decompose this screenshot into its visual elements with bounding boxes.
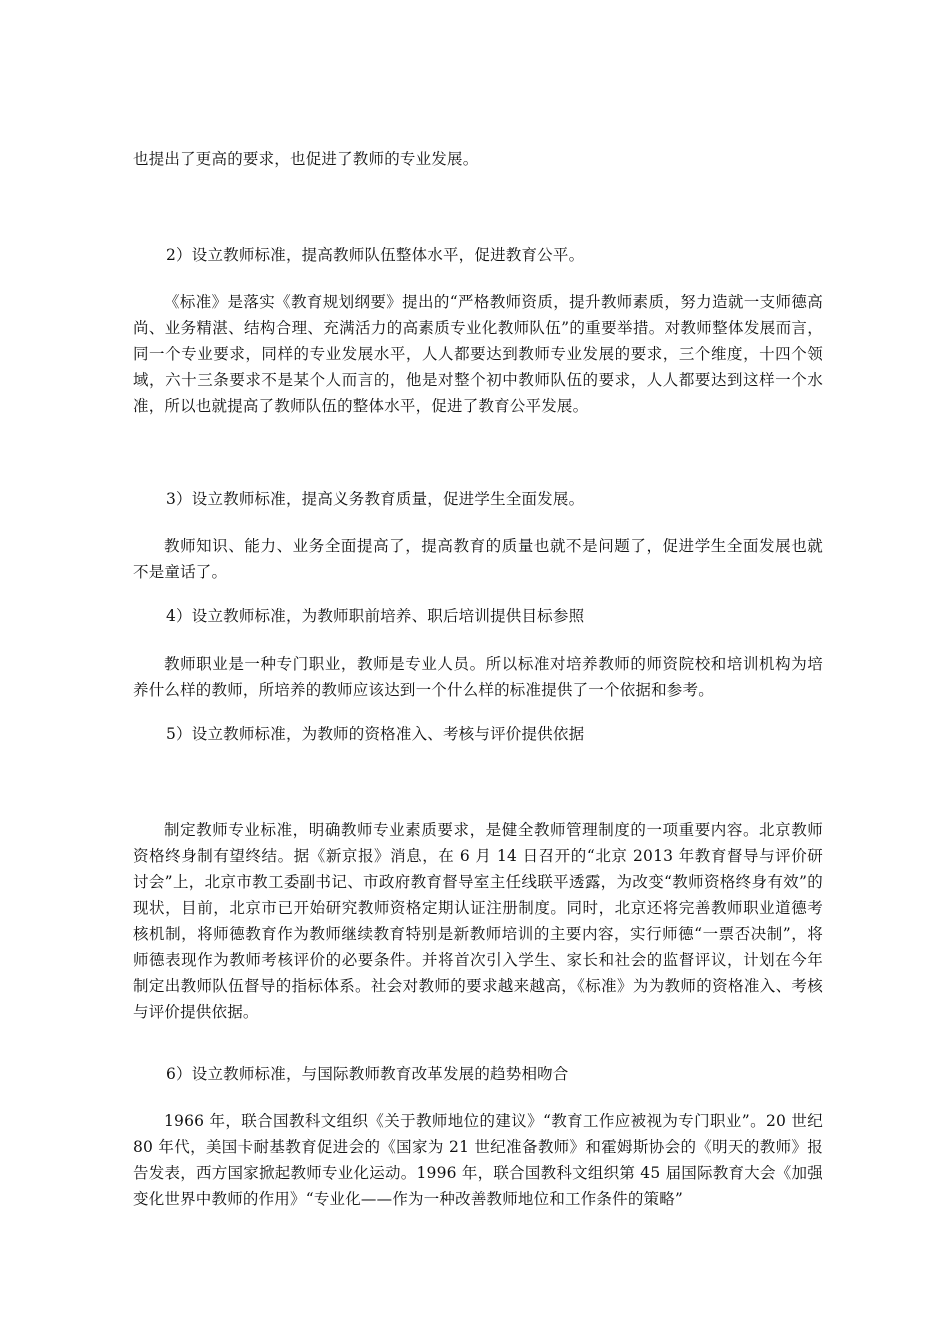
section-heading-4: 4）设立教师标准，为教师职前培养、职后培训提供目标参照: [166, 607, 585, 625]
section-heading-3: 3）设立教师标准，提高义务教育质量，促进学生全面发展。: [166, 490, 585, 508]
section-body-3: 教师知识、能力、业务全面提高了，提高教育的质量也就不是问题了，促进学生全面发展也就不是童话了。: [133, 537, 823, 581]
section-heading-2: 2）设立教师标准，提高教师队伍整体水平，促进教育公平。: [166, 246, 585, 264]
section-body-5: 制定教师专业标准，明确教师专业素质要求，是健全教师管理制度的一项重要内容。北京教师资格终身制有望终结。据《新京报》消息，在 6 月 14 日召开的“北京 2013 年教育督导与评价研讨会”上，北京市教工委副书记、市政府教育督导室主任线联平透露，为改变“教师资格终身有效”的现状，目前，北京市已开始研究教师资格定期认证注册制度。同时，北京还将完善教师职业道德考核机制，将师德教育作为教师继续教育特别是新教师培训的主要内容，实行师德“一票否决制”，将师德表现作为教师考核评价的必要条件。并将首次引入学生、家长和社会的监督评议，计划在今年制定出教师队伍督导的指标体系。社会对教师的要求越来越高，《标准》为为教师的资格准入、考核与评价提供依据。: [133, 821, 823, 1021]
section-body-4: 教师职业是一种专门职业，教师是专业人员。所以标准对培养教师的师资院校和培训机构为培养什么样的教师，所培养的教师应该达到一个什么样的标准提供了一个依据和参考。: [133, 655, 823, 699]
paragraph-continuation: 也提出了更高的要求，也促进了教师的专业发展。: [133, 150, 479, 168]
section-heading-5: 5）设立教师标准，为教师的资格准入、考核与评价提供依据: [166, 725, 585, 743]
section-body-2: 《标准》是落实《教育规划纲要》提出的“严格教师资质，提升教师素质，努力造就一支师德高尚、业务精湛、结构合理、充满活力的高素质专业化教师队伍”的重要举措。对教师整体发展而言，同一个专业要求，同样的专业发展水平，人人都要达到教师专业发展的要求，三个维度，十四个领域，六十三条要求不是某个人而言的，他是对整个初中教师队伍的要求，人人都要达到这样一个水准，所以也就提高了教师队伍的整体水平，促进了教育公平发展。: [133, 293, 823, 415]
section-body-6: 1966 年，联合国教科文组织《关于教师地位的建议》“教育工作应被视为专门职业”。20 世纪 80 年代，美国卡耐基教育促进会的《国家为 21 世纪准备教师》和霍姆斯协会的《明天的教师》报告发表，西方国家掀起教师专业化运动。1996 年，联合国教科文组织第 45 届国际教育大会《加强变化世界中教师的作用》“专业化——作为一种改善教师地位和工作条件的策略”: [133, 1112, 823, 1208]
section-heading-6: 6）设立教师标准，与国际教师教育改革发展的趋势相吻合: [166, 1065, 569, 1083]
